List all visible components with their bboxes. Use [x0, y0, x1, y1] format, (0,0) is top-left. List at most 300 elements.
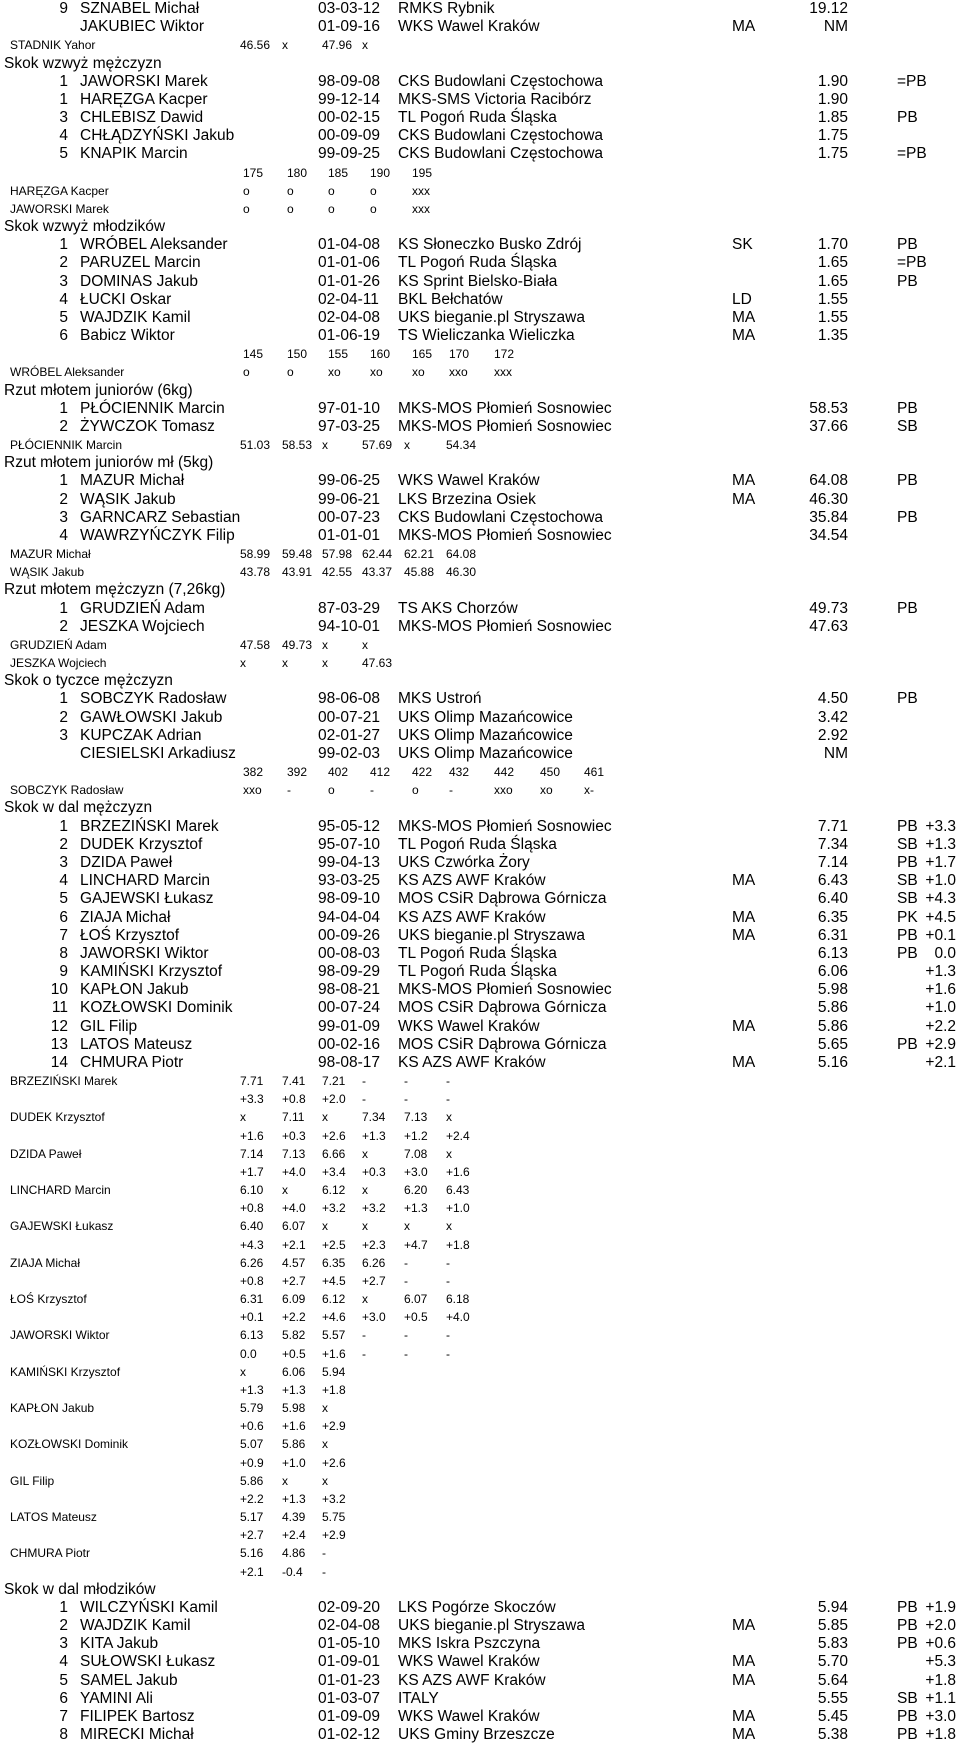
attempt-mark: 47.63 — [362, 656, 393, 671]
wind-attempts-row — [0, 1563, 960, 1581]
result-value: 5.85 — [817, 1617, 848, 1635]
club-name: UKS Gminy Brzeszcze — [398, 1726, 555, 1744]
place-number: 3 — [59, 853, 68, 871]
attempt-mark: x — [282, 1473, 288, 1488]
record-flag: PB — [897, 272, 918, 290]
place-number: 7 — [59, 926, 68, 944]
attempt-mark: 6.66 — [322, 1146, 346, 1161]
athlete-name-small: CHMURA Piotr — [10, 1546, 91, 1561]
result-row — [0, 745, 960, 763]
attempt-mark: 46.56 — [240, 38, 271, 53]
attempt-mark: 6.43 — [446, 1183, 470, 1198]
result-value: 5.64 — [817, 1671, 848, 1689]
event-title: Rzut młotem mężczyzn (7,26kg) — [4, 581, 226, 599]
result-row — [0, 1690, 960, 1708]
athlete-name: BRZEZIŃSKI Marek — [80, 817, 219, 835]
result-value: 5.98 — [817, 981, 848, 999]
athlete-name: ŁUCKI Oskar — [80, 290, 172, 308]
record-flag: PB — [897, 1598, 918, 1616]
birth-date: 95-05-12 — [318, 817, 381, 835]
result-value: 35.84 — [809, 508, 848, 526]
attempt-mark: 43.91 — [282, 565, 313, 580]
club-name: MKS-MOS Płomień Sosnowiec — [398, 617, 612, 635]
attempt-mark: - — [322, 1546, 326, 1561]
result-row — [0, 1653, 960, 1671]
record-flag: PB — [897, 690, 918, 708]
attempt-mark: +3.2 — [362, 1201, 386, 1216]
result-value: 5.45 — [817, 1707, 848, 1725]
attempt-mark: +3.4 — [322, 1164, 346, 1179]
attempt-mark: - — [446, 1074, 450, 1089]
attempt-mark: 6.18 — [446, 1292, 470, 1307]
wind-value: +1.6 — [925, 981, 956, 999]
athlete-name: SOBCZYK Radosław — [80, 690, 227, 708]
place-number: 1 — [59, 399, 68, 417]
attempts-row — [0, 1472, 960, 1490]
athlete-name: MIRECKI Michał — [80, 1726, 194, 1744]
place-number: 3 — [59, 508, 68, 526]
place-number: 3 — [59, 726, 68, 744]
club-name: TL Pogoń Ruda Śląska — [398, 944, 557, 962]
result-row — [0, 909, 960, 927]
athlete-name: SAMEL Jakub — [80, 1671, 178, 1689]
result-row — [0, 727, 960, 745]
attempt-mark: - — [404, 1255, 408, 1270]
place-number: 3 — [59, 1635, 68, 1653]
place-number: 8 — [59, 1726, 68, 1744]
attempt-mark: +2.2 — [240, 1491, 264, 1506]
result-value: 5.55 — [817, 1689, 848, 1707]
bar-height: 165 — [412, 347, 433, 362]
birth-date: 98-09-29 — [318, 963, 381, 980]
attempt-mark: +1.6 — [446, 1164, 470, 1179]
wind-value: +1.0 — [925, 872, 956, 890]
attempt-mark: x — [446, 1110, 452, 1125]
birth-date: 98-08-17 — [318, 1053, 381, 1071]
attempt-mark: +1.3 — [282, 1491, 306, 1506]
attempts-row — [0, 436, 960, 454]
bar-height: 450 — [540, 765, 561, 780]
record-flag: PB — [897, 599, 918, 617]
athlete-name: CHLEBISZ Dawid — [80, 109, 204, 127]
wind-value: +5.3 — [925, 1653, 956, 1671]
license-code: MA — [732, 1707, 756, 1725]
wind-attempts-row — [0, 1526, 960, 1544]
attempt-mark: o — [243, 365, 250, 380]
attempt-mark: 64.08 — [446, 547, 477, 562]
attempt-mark: +1.6 — [240, 1128, 264, 1143]
attempt-mark: +0.5 — [282, 1346, 306, 1361]
bar-height: 402 — [328, 765, 349, 780]
record-flag: PB — [897, 472, 918, 490]
record-flag: SB — [897, 835, 918, 853]
attempt-mark: o — [243, 201, 250, 216]
club-name: MOS CSiR Dąbrowa Górnicza — [398, 999, 607, 1017]
attempt-mark: x — [362, 1146, 368, 1161]
place-number: 2 — [59, 490, 68, 508]
place-number: 12 — [50, 1017, 68, 1035]
result-row — [0, 1726, 960, 1744]
license-code: MA — [732, 327, 756, 345]
birth-date: 98-09-08 — [318, 72, 381, 90]
place-number: 3 — [59, 272, 68, 290]
athlete-name: WAJDZIK Kamil — [80, 1617, 191, 1635]
athlete-name: WĄSIK Jakub — [80, 490, 176, 508]
attempt-mark: x — [282, 656, 288, 671]
club-name: UKS Olimp Mazańcowice — [398, 744, 573, 762]
attempt-mark: x — [322, 1110, 328, 1125]
record-flag: =PB — [897, 72, 927, 90]
club-name: LKS Pogórze Skoczów — [398, 1598, 556, 1616]
birth-date: 94-04-04 — [318, 908, 381, 926]
attempt-mark: 6.26 — [240, 1255, 264, 1270]
wind-attempts-row — [0, 1272, 960, 1290]
athlete-name: WILCZYŃSKI Kamil — [80, 1598, 218, 1616]
attempt-mark: +0.6 — [240, 1419, 264, 1434]
attempt-mark: - — [446, 1346, 450, 1361]
athlete-name: PŁÓCIENNIK Marcin — [80, 399, 225, 417]
birth-date: 93-03-25 — [318, 872, 381, 890]
result-value: 1.70 — [817, 236, 848, 254]
wind-value: +1.9 — [925, 1598, 956, 1616]
place-number: 2 — [59, 254, 68, 272]
birth-date: 00-07-21 — [318, 708, 381, 726]
record-flag: PB — [897, 236, 918, 254]
bar-height: 190 — [370, 165, 391, 180]
birth-date: 99-09-25 — [318, 145, 381, 163]
attempt-mark: 6.09 — [282, 1292, 306, 1307]
result-value: 1.35 — [817, 327, 848, 345]
result-value: 5.86 — [817, 999, 848, 1017]
attempt-mark: 6.40 — [240, 1219, 264, 1234]
athlete-name: KITA Jakub — [80, 1635, 159, 1653]
birth-date: 99-04-13 — [318, 853, 381, 871]
event-title: Skok w dal młodzików — [4, 1580, 156, 1598]
attempt-mark: 6.31 — [240, 1292, 264, 1307]
license-code: MA — [732, 1726, 756, 1744]
attempt-mark: 5.98 — [282, 1401, 306, 1416]
birth-date: 95-07-10 — [318, 835, 381, 853]
place-number: 5 — [59, 308, 68, 326]
result-row — [0, 509, 960, 527]
attempt-mark: 5.57 — [322, 1328, 346, 1343]
attempt-mark: x — [322, 438, 328, 453]
athlete-name: KNAPIK Marcin — [80, 145, 188, 163]
result-row — [0, 418, 960, 436]
athlete-name-small: KAPŁON Jakub — [10, 1401, 95, 1416]
event-heading — [0, 672, 960, 690]
result-row — [0, 927, 960, 945]
event-heading — [0, 55, 960, 73]
wind-value: +2.9 — [925, 1035, 956, 1053]
result-value: 34.54 — [809, 526, 848, 544]
attempt-mark: - — [362, 1328, 366, 1343]
club-name: WKS Wawel Kraków — [398, 1017, 540, 1035]
club-name: CKS Budowlani Częstochowa — [398, 145, 604, 163]
athlete-name: KAPŁON Jakub — [80, 981, 189, 999]
event-title: Skok w dal mężczyzn — [4, 799, 153, 817]
bar-height: 461 — [584, 765, 605, 780]
attempt-mark: 62.21 — [404, 547, 435, 562]
attempt-mark: x — [446, 1219, 452, 1234]
attempt-mark: +1.8 — [446, 1237, 470, 1252]
result-value: 2.92 — [817, 726, 848, 744]
attempt-mark: - — [446, 1273, 450, 1288]
result-value: 6.06 — [817, 963, 848, 980]
birth-date: 99-01-09 — [318, 1017, 381, 1035]
bar-height: 422 — [412, 765, 433, 780]
attempt-mark: +0.3 — [362, 1164, 386, 1179]
attempt-mark: x — [362, 38, 368, 53]
wind-value: +2.1 — [925, 1053, 956, 1071]
attempt-mark: - — [446, 1328, 450, 1343]
birth-date: 98-06-08 — [318, 690, 381, 708]
birth-date: 01-01-26 — [318, 272, 381, 290]
attempt-mark: 6.20 — [404, 1183, 428, 1198]
attempt-mark: +4.0 — [282, 1201, 306, 1216]
bar-height: 392 — [287, 765, 308, 780]
wind-attempts-row — [0, 1417, 960, 1435]
club-name: MKS Ustroń — [398, 690, 482, 708]
bar-height: 382 — [243, 765, 264, 780]
attempt-mark: 0.0 — [240, 1346, 257, 1361]
athlete-name-small: DUDEK Krzysztof — [10, 1110, 105, 1125]
club-name: BKL Bełchatów — [398, 290, 503, 308]
attempts-row — [0, 1399, 960, 1417]
athlete-name-small: LINCHARD Marcin — [10, 1183, 111, 1198]
birth-date: 00-07-24 — [318, 999, 381, 1017]
birth-date: 01-05-10 — [318, 1635, 381, 1653]
birth-date: 00-09-09 — [318, 127, 381, 145]
record-flag: PB — [897, 1635, 918, 1653]
record-flag: PB — [897, 926, 918, 944]
attempt-mark: x — [362, 637, 368, 652]
result-row — [0, 0, 960, 18]
result-row — [0, 291, 960, 309]
attempt-mark: - — [370, 783, 374, 798]
athlete-name-small: KOZŁOWSKI Dominik — [10, 1437, 129, 1452]
wind-value: +2.2 — [925, 1017, 956, 1035]
place-number: 1 — [59, 599, 68, 617]
athlete-name-small: SOBCZYK Radosław — [10, 783, 124, 798]
athlete-name: DUDEK Krzysztof — [80, 835, 203, 853]
club-name: RMKS Rybnik — [398, 0, 495, 17]
birth-date: 87-03-29 — [318, 599, 381, 617]
attempt-mark: +2.7 — [240, 1528, 264, 1543]
attempt-mark: 47.58 — [240, 637, 271, 652]
attempts-row — [0, 1217, 960, 1235]
event-heading — [0, 1581, 960, 1599]
birth-date: 98-09-10 — [318, 890, 381, 908]
license-code: MA — [732, 1017, 756, 1035]
record-flag: PB — [897, 1617, 918, 1635]
wind-attempts-row — [0, 1127, 960, 1145]
place-number: 1 — [59, 472, 68, 490]
attempt-mark: 7.13 — [282, 1146, 306, 1161]
result-row — [0, 981, 960, 999]
attempt-mark: o — [287, 365, 294, 380]
attempt-mark: 5.07 — [240, 1437, 264, 1452]
result-row — [0, 527, 960, 545]
attempts-row — [0, 1544, 960, 1562]
result-row — [0, 945, 960, 963]
birth-date: 00-02-15 — [318, 109, 381, 127]
attempts-row — [0, 1181, 960, 1199]
club-name: WKS Wawel Kraków — [398, 472, 540, 490]
wind-value: +1.3 — [925, 835, 956, 853]
attempt-mark: 43.78 — [240, 565, 271, 580]
attempt-mark: xxo — [243, 783, 262, 798]
attempt-mark: +1.3 — [240, 1382, 264, 1397]
attempt-mark: +1.6 — [322, 1346, 346, 1361]
birth-date: 99-06-21 — [318, 490, 381, 508]
attempt-mark: 62.44 — [362, 547, 393, 562]
place-number: 6 — [59, 1689, 68, 1707]
athlete-name: GIL Filip — [80, 1017, 138, 1035]
result-row — [0, 254, 960, 272]
attempt-mark: - — [362, 1346, 366, 1361]
attempt-mark: 5.75 — [322, 1510, 346, 1525]
wind-value: +3.0 — [925, 1707, 956, 1725]
license-code: MA — [732, 1053, 756, 1071]
result-row — [0, 18, 960, 36]
result-row — [0, 1054, 960, 1072]
place-number: 2 — [59, 835, 68, 853]
attempt-mark: x — [404, 1219, 410, 1234]
record-flag: PB — [897, 508, 918, 526]
athlete-name: GARNCARZ Sebastian — [80, 508, 241, 526]
athlete-name: KUPCZAK Adrian — [80, 726, 202, 744]
attempt-mark: 6.06 — [282, 1364, 306, 1379]
club-name: UKS Olimp Mazańcowice — [398, 708, 573, 726]
place-number: 3 — [59, 109, 68, 127]
attempt-mark: +0.9 — [240, 1455, 264, 1470]
bar-height: 442 — [494, 765, 515, 780]
attempt-mark: +1.3 — [404, 1201, 428, 1216]
heights-row — [0, 345, 960, 363]
result-row — [0, 472, 960, 490]
athlete-name: ŻYWCZOK Tomasz — [80, 417, 215, 435]
attempt-mark: x — [322, 637, 328, 652]
attempt-mark: xo — [370, 365, 383, 380]
attempt-mark: 45.88 — [404, 565, 435, 580]
bar-height: 412 — [370, 765, 391, 780]
attempt-mark: +1.2 — [404, 1128, 428, 1143]
attempt-mark: x — [362, 1219, 368, 1234]
bar-height: 175 — [243, 165, 264, 180]
record-flag: PB — [897, 109, 918, 127]
attempt-mark: 6.26 — [362, 1255, 386, 1270]
attempt-mark: +4.0 — [282, 1164, 306, 1179]
athlete-name-small: WĄSIK Jakub — [10, 565, 85, 580]
club-name: UKS bieganie.pl Stryszawa — [398, 926, 585, 944]
club-name: TL Pogoń Ruda Śląska — [398, 963, 557, 980]
athlete-name-small: PŁÓCIENNIK Marcin — [10, 438, 123, 453]
athlete-name: ZIAJA Michał — [80, 908, 171, 926]
attempt-mark: +2.0 — [322, 1092, 346, 1107]
result-row — [0, 1635, 960, 1653]
attempt-mark: - — [404, 1092, 408, 1107]
result-row — [0, 1672, 960, 1690]
place-number: 10 — [50, 981, 68, 999]
athlete-name: WAJDZIK Kamil — [80, 308, 191, 326]
wind-attempts-row — [0, 1454, 960, 1472]
club-name: WKS Wawel Kraków — [398, 18, 540, 36]
bar-height: 145 — [243, 347, 264, 362]
athlete-name: LINCHARD Marcin — [80, 872, 211, 890]
athlete-name: Babicz Wiktor — [80, 327, 175, 345]
club-name: MKS-MOS Płomień Sosnowiec — [398, 526, 612, 544]
event-title: Skok wzwyż młodzików — [4, 218, 166, 236]
attempt-mark: +2.4 — [446, 1128, 470, 1143]
result-value: 5.94 — [817, 1598, 848, 1616]
result-value: 1.75 — [817, 127, 848, 145]
attempt-mark: 7.11 — [282, 1110, 305, 1125]
club-name: UKS Czwórka Żory — [398, 853, 530, 871]
place-number: 9 — [59, 963, 68, 980]
attempt-mark: +1.0 — [446, 1201, 470, 1216]
license-code: MA — [732, 926, 756, 944]
license-code: MA — [732, 472, 756, 490]
athlete-name: GAJEWSKI Łukasz — [80, 890, 214, 908]
attempt-mark: +2.7 — [282, 1273, 306, 1288]
license-code: MA — [732, 872, 756, 890]
birth-date: 99-06-25 — [318, 472, 381, 490]
birth-date: 98-08-21 — [318, 981, 381, 999]
athlete-name: JAWORSKI Marek — [80, 72, 208, 90]
attempt-mark: 5.86 — [282, 1437, 306, 1452]
record-flag: PB — [897, 853, 918, 871]
result-value: 64.08 — [809, 472, 848, 490]
athlete-name: HARĘZGA Kacper — [80, 90, 208, 108]
athlete-name-small: GIL Filip — [10, 1473, 55, 1488]
birth-date: 97-03-25 — [318, 417, 381, 435]
attempts-row — [0, 363, 960, 381]
athlete-name: CHŁĄDZYŃSKI Jakub — [80, 127, 235, 145]
birth-date: 01-04-08 — [318, 236, 381, 254]
place-number: 8 — [59, 944, 68, 962]
athlete-name-small: ZIAJA Michał — [10, 1255, 81, 1270]
result-value: 1.90 — [817, 90, 848, 108]
result-value: 37.66 — [809, 417, 848, 435]
result-row — [0, 491, 960, 509]
attempt-mark: o — [370, 183, 377, 198]
attempt-mark: o — [287, 201, 294, 216]
athlete-name-small: BRZEZIŃSKI Marek — [10, 1074, 118, 1089]
attempts-row — [0, 1326, 960, 1344]
place-number: 1 — [59, 1598, 68, 1616]
result-row — [0, 73, 960, 91]
attempt-mark: xxx — [412, 201, 430, 216]
result-value: 7.34 — [817, 835, 848, 853]
result-row — [0, 618, 960, 636]
result-value: 46.30 — [809, 490, 848, 508]
result-row — [0, 709, 960, 727]
bar-height: 150 — [287, 347, 308, 362]
wind-value: +2.0 — [925, 1617, 956, 1635]
attempts-row — [0, 654, 960, 672]
attempt-mark: x — [322, 656, 328, 671]
attempt-mark: - — [362, 1092, 366, 1107]
attempt-mark: x — [446, 1146, 452, 1161]
attempt-mark: 54.34 — [446, 438, 477, 453]
heights-row — [0, 763, 960, 781]
attempt-mark: 57.98 — [322, 547, 353, 562]
result-value: 6.31 — [817, 926, 848, 944]
result-row — [0, 273, 960, 291]
result-value: 5.38 — [817, 1726, 848, 1744]
result-value: 6.40 — [817, 890, 848, 908]
